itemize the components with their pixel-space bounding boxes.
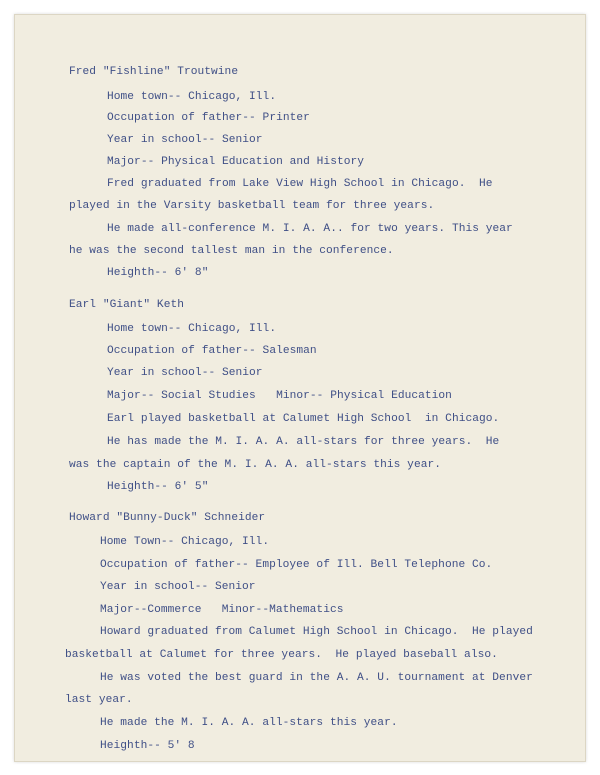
father-occupation: Occupation of father-- Employee of Ill. Bell Telephone Co. <box>100 559 493 571</box>
bio-line: played in the Varsity basketball team for three years. <box>69 200 435 212</box>
height: Heighth-- 6' 5" <box>107 481 209 493</box>
year-in-school: Year in school-- Senior <box>100 581 256 593</box>
height: Heighth-- 6' 8" <box>107 267 209 279</box>
bio-line: He was voted the best guard in the A. A. U. tournament at Denver <box>100 672 533 684</box>
bio-line: was the captain of the M. I. A. A. all-stars this year. <box>69 459 441 471</box>
document-page <box>14 14 586 762</box>
profile-name: Howard "Bunny-Duck" Schneider <box>69 512 266 524</box>
profile-name: Fred "Fishline" Troutwine <box>69 66 239 78</box>
bio-line: He made the M. I. A. A. all-stars this year. <box>100 717 398 729</box>
bio-line: He made all-conference M. I. A. A.. for two years. This year <box>107 223 513 235</box>
bio-line: basketball at Calumet for three years. He played baseball also. <box>65 649 498 661</box>
father-occupation: Occupation of father-- Printer <box>107 112 310 124</box>
major: Major-- Physical Education and History <box>107 156 365 168</box>
bio-line: Howard graduated from Calumet High School in Chicago. He played <box>100 626 533 638</box>
profile-name: Earl "Giant" Keth <box>69 299 184 311</box>
home-town: Home town-- Chicago, Ill. <box>107 91 277 103</box>
major: Major--Commerce Minor--Mathematics <box>100 604 344 616</box>
year-in-school: Year in school-- Senior <box>107 134 263 146</box>
home-town: Home Town-- Chicago, Ill. <box>100 536 270 548</box>
bio-line: He has made the M. I. A. A. all-stars for three years. He <box>107 436 500 448</box>
year-in-school: Year in school-- Senior <box>107 367 263 379</box>
father-occupation: Occupation of father-- Salesman <box>107 345 317 357</box>
bio-line: Earl played basketball at Calumet High School in Chicago. <box>107 413 500 425</box>
bio-line: Fred graduated from Lake View High School in Chicago. He <box>107 178 493 190</box>
home-town: Home town-- Chicago, Ill. <box>107 323 277 335</box>
height: Heighth-- 5' 8 <box>100 740 195 752</box>
major: Major-- Social Studies Minor-- Physical Education <box>107 390 452 402</box>
bio-line: last year. <box>65 694 133 706</box>
bio-line: he was the second tallest man in the conference. <box>69 245 394 257</box>
